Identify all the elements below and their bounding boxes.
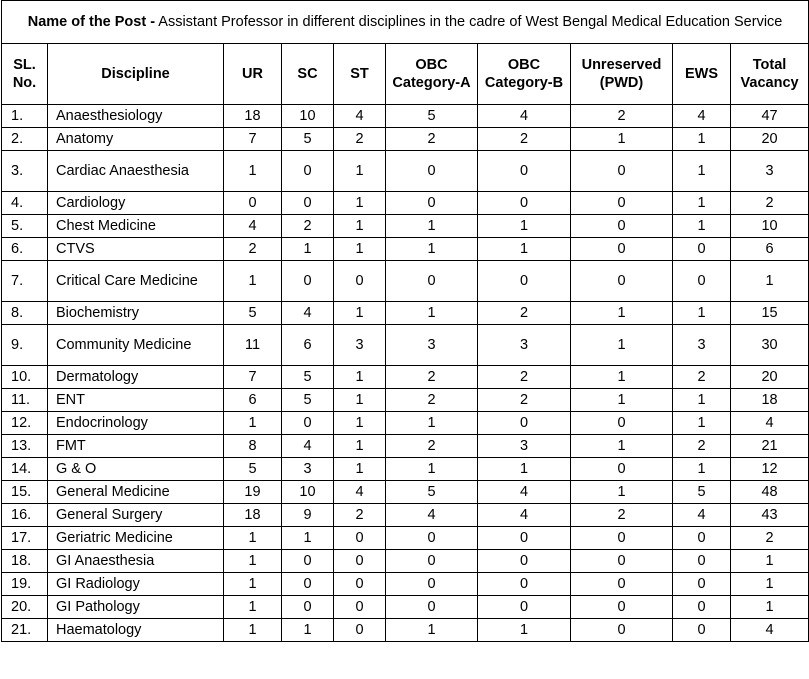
cell-sc: 2 xyxy=(282,215,334,238)
cell-obc-a: 0 xyxy=(386,261,478,302)
cell-st: 1 xyxy=(334,215,386,238)
cell-st: 0 xyxy=(334,596,386,619)
cell-sl-no: 19. xyxy=(2,573,48,596)
table-row xyxy=(2,412,809,435)
cell-obc-a: 0 xyxy=(386,151,478,192)
cell-obc-b: 1 xyxy=(478,458,571,481)
cell-unreserved-pwd: 2 xyxy=(571,105,673,128)
cell-total-vacancy: 20 xyxy=(731,128,809,151)
cell-ur: 4 xyxy=(224,215,282,238)
header-st: ST xyxy=(334,44,386,105)
cell-unreserved-pwd: 0 xyxy=(571,458,673,481)
cell-total-vacancy: 18 xyxy=(731,389,809,412)
cell-sc: 10 xyxy=(282,105,334,128)
cell-unreserved-pwd: 1 xyxy=(571,389,673,412)
table-row xyxy=(2,261,809,302)
table-row xyxy=(2,128,809,151)
cell-ews: 1 xyxy=(673,151,731,192)
cell-obc-a: 1 xyxy=(386,458,478,481)
cell-ur: 18 xyxy=(224,504,282,527)
cell-obc-a: 0 xyxy=(386,596,478,619)
cell-sl-no: 12. xyxy=(2,412,48,435)
cell-total-vacancy: 12 xyxy=(731,458,809,481)
cell-total-vacancy: 2 xyxy=(731,527,809,550)
header-obc-b: OBC Category-B xyxy=(478,44,571,105)
cell-total-vacancy: 1 xyxy=(731,596,809,619)
cell-st: 1 xyxy=(334,151,386,192)
cell-obc-b: 2 xyxy=(478,128,571,151)
cell-obc-a: 0 xyxy=(386,527,478,550)
cell-st: 1 xyxy=(334,238,386,261)
cell-discipline: Cardiology xyxy=(48,192,224,215)
cell-ews: 0 xyxy=(673,261,731,302)
cell-discipline: CTVS xyxy=(48,238,224,261)
cell-ews: 4 xyxy=(673,105,731,128)
cell-ur: 5 xyxy=(224,458,282,481)
cell-total-vacancy: 20 xyxy=(731,366,809,389)
cell-total-vacancy: 15 xyxy=(731,302,809,325)
cell-st: 0 xyxy=(334,619,386,642)
header-obc-a: OBC Category-A xyxy=(386,44,478,105)
cell-obc-b: 3 xyxy=(478,325,571,366)
table-row xyxy=(2,458,809,481)
cell-sl-no: 10. xyxy=(2,366,48,389)
header-ur: UR xyxy=(224,44,282,105)
cell-obc-a: 2 xyxy=(386,435,478,458)
cell-sl-no: 1. xyxy=(2,105,48,128)
cell-total-vacancy: 48 xyxy=(731,481,809,504)
cell-sl-no: 11. xyxy=(2,389,48,412)
cell-st: 4 xyxy=(334,105,386,128)
cell-ur: 1 xyxy=(224,573,282,596)
cell-sl-no: 16. xyxy=(2,504,48,527)
cell-discipline: Geriatric Medicine xyxy=(48,527,224,550)
cell-unreserved-pwd: 1 xyxy=(571,481,673,504)
cell-discipline: Anatomy xyxy=(48,128,224,151)
table-row xyxy=(2,596,809,619)
cell-ews: 0 xyxy=(673,527,731,550)
cell-ews: 1 xyxy=(673,458,731,481)
cell-total-vacancy: 43 xyxy=(731,504,809,527)
cell-ur: 2 xyxy=(224,238,282,261)
cell-ur: 8 xyxy=(224,435,282,458)
cell-sc: 0 xyxy=(282,192,334,215)
table-row xyxy=(2,527,809,550)
cell-st: 1 xyxy=(334,458,386,481)
vacancy-table xyxy=(1,0,809,642)
cell-sl-no: 17. xyxy=(2,527,48,550)
table-row xyxy=(2,550,809,573)
cell-obc-b: 2 xyxy=(478,366,571,389)
table-row xyxy=(2,215,809,238)
cell-sc: 9 xyxy=(282,504,334,527)
cell-sc: 6 xyxy=(282,325,334,366)
table-row xyxy=(2,238,809,261)
cell-obc-b: 0 xyxy=(478,550,571,573)
cell-obc-b: 1 xyxy=(478,619,571,642)
cell-sl-no: 3. xyxy=(2,151,48,192)
cell-obc-a: 0 xyxy=(386,550,478,573)
table-row xyxy=(2,619,809,642)
cell-unreserved-pwd: 0 xyxy=(571,527,673,550)
cell-total-vacancy: 3 xyxy=(731,151,809,192)
cell-obc-b: 2 xyxy=(478,389,571,412)
cell-st: 0 xyxy=(334,527,386,550)
cell-st: 1 xyxy=(334,412,386,435)
cell-ews: 0 xyxy=(673,596,731,619)
cell-obc-b: 1 xyxy=(478,215,571,238)
cell-total-vacancy: 2 xyxy=(731,192,809,215)
cell-discipline: Cardiac Anaesthesia xyxy=(48,151,224,192)
table-row xyxy=(2,302,809,325)
cell-total-vacancy: 1 xyxy=(731,261,809,302)
cell-sc: 4 xyxy=(282,435,334,458)
cell-sl-no: 21. xyxy=(2,619,48,642)
cell-obc-b: 0 xyxy=(478,573,571,596)
header-sc: SC xyxy=(282,44,334,105)
cell-unreserved-pwd: 0 xyxy=(571,619,673,642)
cell-obc-b: 0 xyxy=(478,151,571,192)
cell-unreserved-pwd: 0 xyxy=(571,192,673,215)
cell-sl-no: 6. xyxy=(2,238,48,261)
cell-total-vacancy: 1 xyxy=(731,573,809,596)
cell-sl-no: 9. xyxy=(2,325,48,366)
cell-unreserved-pwd: 0 xyxy=(571,151,673,192)
cell-obc-a: 1 xyxy=(386,302,478,325)
cell-obc-a: 0 xyxy=(386,573,478,596)
cell-unreserved-pwd: 1 xyxy=(571,366,673,389)
cell-ur: 18 xyxy=(224,105,282,128)
cell-discipline: G & O xyxy=(48,458,224,481)
cell-sc: 10 xyxy=(282,481,334,504)
cell-discipline: General Surgery xyxy=(48,504,224,527)
cell-st: 0 xyxy=(334,550,386,573)
cell-unreserved-pwd: 1 xyxy=(571,435,673,458)
cell-obc-b: 2 xyxy=(478,302,571,325)
header-row xyxy=(2,44,809,105)
cell-unreserved-pwd: 0 xyxy=(571,573,673,596)
cell-ur: 5 xyxy=(224,302,282,325)
cell-total-vacancy: 47 xyxy=(731,105,809,128)
cell-ews: 1 xyxy=(673,128,731,151)
cell-unreserved-pwd: 0 xyxy=(571,261,673,302)
cell-obc-a: 1 xyxy=(386,619,478,642)
cell-discipline: Haematology xyxy=(48,619,224,642)
header-ews: EWS xyxy=(673,44,731,105)
cell-sl-no: 5. xyxy=(2,215,48,238)
cell-obc-a: 2 xyxy=(386,128,478,151)
cell-discipline: General Medicine xyxy=(48,481,224,504)
cell-sl-no: 8. xyxy=(2,302,48,325)
cell-total-vacancy: 10 xyxy=(731,215,809,238)
cell-sc: 5 xyxy=(282,389,334,412)
cell-obc-b: 3 xyxy=(478,435,571,458)
cell-ur: 19 xyxy=(224,481,282,504)
table-row xyxy=(2,366,809,389)
cell-ur: 11 xyxy=(224,325,282,366)
table-row xyxy=(2,192,809,215)
cell-st: 1 xyxy=(334,389,386,412)
cell-ur: 1 xyxy=(224,550,282,573)
cell-obc-b: 0 xyxy=(478,412,571,435)
cell-ur: 1 xyxy=(224,619,282,642)
cell-unreserved-pwd: 0 xyxy=(571,412,673,435)
header-unreserved-pwd: Unreserved (PWD) xyxy=(571,44,673,105)
cell-obc-b: 4 xyxy=(478,504,571,527)
cell-obc-a: 4 xyxy=(386,504,478,527)
cell-ews: 2 xyxy=(673,366,731,389)
cell-discipline: Anaesthesiology xyxy=(48,105,224,128)
cell-total-vacancy: 4 xyxy=(731,619,809,642)
cell-obc-a: 2 xyxy=(386,366,478,389)
cell-ews: 5 xyxy=(673,481,731,504)
table-row xyxy=(2,504,809,527)
cell-st: 3 xyxy=(334,325,386,366)
table-row xyxy=(2,573,809,596)
cell-discipline: Chest Medicine xyxy=(48,215,224,238)
cell-sl-no: 20. xyxy=(2,596,48,619)
cell-sc: 1 xyxy=(282,238,334,261)
cell-ews: 2 xyxy=(673,435,731,458)
cell-ur: 6 xyxy=(224,389,282,412)
cell-obc-b: 0 xyxy=(478,596,571,619)
cell-ews: 1 xyxy=(673,302,731,325)
cell-total-vacancy: 6 xyxy=(731,238,809,261)
cell-obc-a: 5 xyxy=(386,481,478,504)
cell-discipline: Community Medicine xyxy=(48,325,224,366)
cell-st: 1 xyxy=(334,366,386,389)
cell-obc-b: 4 xyxy=(478,481,571,504)
cell-ews: 1 xyxy=(673,192,731,215)
cell-ur: 1 xyxy=(224,412,282,435)
cell-sc: 0 xyxy=(282,550,334,573)
cell-discipline: FMT xyxy=(48,435,224,458)
cell-discipline: GI Pathology xyxy=(48,596,224,619)
cell-discipline: Biochemistry xyxy=(48,302,224,325)
cell-sc: 3 xyxy=(282,458,334,481)
cell-sl-no: 2. xyxy=(2,128,48,151)
cell-sc: 0 xyxy=(282,596,334,619)
cell-sc: 0 xyxy=(282,261,334,302)
cell-sc: 4 xyxy=(282,302,334,325)
cell-obc-a: 3 xyxy=(386,325,478,366)
cell-obc-a: 1 xyxy=(386,215,478,238)
cell-obc-a: 1 xyxy=(386,238,478,261)
cell-ews: 0 xyxy=(673,573,731,596)
table-row xyxy=(2,389,809,412)
cell-st: 1 xyxy=(334,192,386,215)
cell-ur: 0 xyxy=(224,192,282,215)
cell-unreserved-pwd: 1 xyxy=(571,302,673,325)
cell-st: 0 xyxy=(334,261,386,302)
cell-obc-b: 4 xyxy=(478,105,571,128)
cell-discipline: GI Radiology xyxy=(48,573,224,596)
cell-unreserved-pwd: 0 xyxy=(571,550,673,573)
cell-st: 1 xyxy=(334,302,386,325)
cell-sc: 0 xyxy=(282,412,334,435)
cell-obc-a: 1 xyxy=(386,412,478,435)
cell-unreserved-pwd: 0 xyxy=(571,238,673,261)
cell-total-vacancy: 4 xyxy=(731,412,809,435)
cell-total-vacancy: 1 xyxy=(731,550,809,573)
cell-discipline: Endocrinology xyxy=(48,412,224,435)
cell-ur: 1 xyxy=(224,527,282,550)
cell-sl-no: 13. xyxy=(2,435,48,458)
header-discipline: Discipline xyxy=(48,44,224,105)
cell-obc-b: 0 xyxy=(478,527,571,550)
cell-ews: 0 xyxy=(673,619,731,642)
cell-st: 1 xyxy=(334,435,386,458)
cell-ews: 3 xyxy=(673,325,731,366)
cell-ur: 7 xyxy=(224,128,282,151)
post-caption-label: Name of the Post - xyxy=(27,13,156,30)
cell-total-vacancy: 30 xyxy=(731,325,809,366)
post-caption xyxy=(2,1,809,44)
table-body xyxy=(2,105,809,642)
cell-st: 2 xyxy=(334,504,386,527)
cell-obc-b: 0 xyxy=(478,192,571,215)
cell-sc: 1 xyxy=(282,619,334,642)
cell-obc-a: 2 xyxy=(386,389,478,412)
cell-discipline: Critical Care Medicine xyxy=(48,261,224,302)
cell-ews: 1 xyxy=(673,389,731,412)
table-row xyxy=(2,151,809,192)
cell-ews: 4 xyxy=(673,504,731,527)
cell-sc: 5 xyxy=(282,128,334,151)
cell-sc: 0 xyxy=(282,151,334,192)
cell-sc: 5 xyxy=(282,366,334,389)
cell-ews: 0 xyxy=(673,238,731,261)
cell-ews: 1 xyxy=(673,412,731,435)
cell-st: 4 xyxy=(334,481,386,504)
cell-sl-no: 4. xyxy=(2,192,48,215)
cell-ur: 7 xyxy=(224,366,282,389)
cell-sl-no: 15. xyxy=(2,481,48,504)
table-row xyxy=(2,325,809,366)
cell-ews: 0 xyxy=(673,550,731,573)
header-total-vacancy: Total Vacancy xyxy=(731,44,809,105)
cell-ews: 1 xyxy=(673,215,731,238)
cell-unreserved-pwd: 2 xyxy=(571,504,673,527)
cell-obc-a: 0 xyxy=(386,192,478,215)
table-row xyxy=(2,105,809,128)
cell-unreserved-pwd: 1 xyxy=(571,325,673,366)
cell-obc-b: 0 xyxy=(478,261,571,302)
cell-discipline: Dermatology xyxy=(48,366,224,389)
cell-obc-a: 5 xyxy=(386,105,478,128)
table-row xyxy=(2,435,809,458)
cell-discipline: GI Anaesthesia xyxy=(48,550,224,573)
cell-ur: 1 xyxy=(224,596,282,619)
cell-st: 2 xyxy=(334,128,386,151)
cell-unreserved-pwd: 0 xyxy=(571,596,673,619)
post-caption-text: Assistant Professor in different disciplines in the cadre of West Bengal Medical Education Service xyxy=(155,13,783,30)
cell-sl-no: 14. xyxy=(2,458,48,481)
cell-obc-b: 1 xyxy=(478,238,571,261)
cell-ur: 1 xyxy=(224,261,282,302)
cell-discipline: ENT xyxy=(48,389,224,412)
cell-st: 0 xyxy=(334,573,386,596)
table-row xyxy=(2,481,809,504)
cell-total-vacancy: 21 xyxy=(731,435,809,458)
cell-sl-no: 18. xyxy=(2,550,48,573)
cell-sl-no: 7. xyxy=(2,261,48,302)
cell-unreserved-pwd: 1 xyxy=(571,128,673,151)
cell-unreserved-pwd: 0 xyxy=(571,215,673,238)
cell-sc: 1 xyxy=(282,527,334,550)
cell-ur: 1 xyxy=(224,151,282,192)
cell-sc: 0 xyxy=(282,573,334,596)
header-sl-no: SL. No. xyxy=(2,44,48,105)
